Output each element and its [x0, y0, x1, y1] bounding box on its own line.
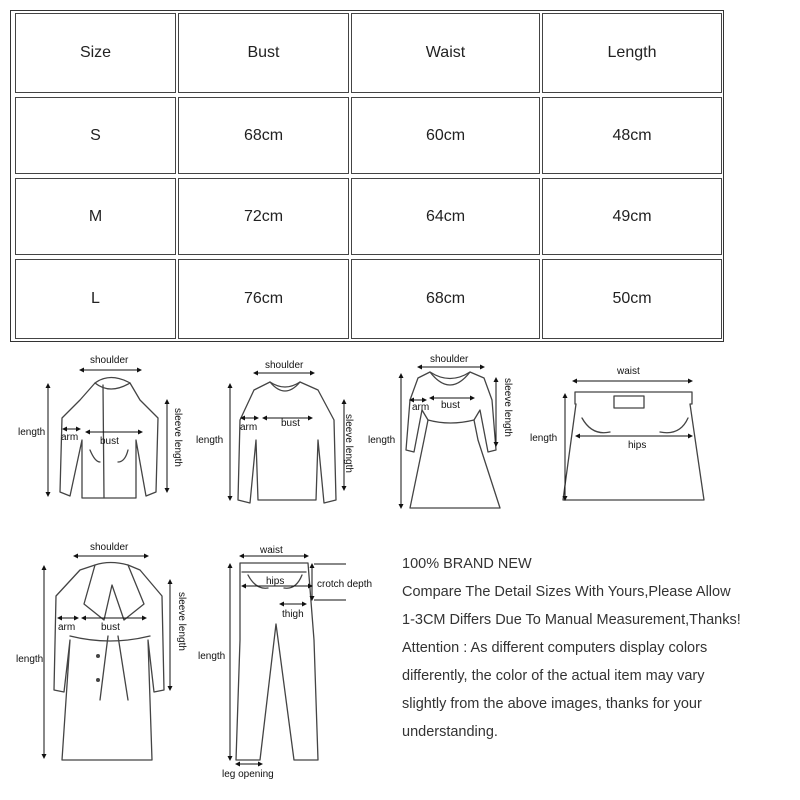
product-notes: [402, 550, 794, 746]
coat-sleeve-label: sleeve length: [176, 592, 187, 651]
table-header-waist: Waist: [351, 13, 540, 93]
note-line: differently, the color of the actual item may vary: [402, 668, 705, 684]
table-header-bust: Bust: [178, 13, 349, 93]
sweater-diagram: [196, 360, 354, 503]
coat-bust-label: bust: [101, 622, 120, 633]
hoodie-bust-label: bust: [100, 436, 119, 447]
dress-sleeve-label: sleeve length: [502, 378, 513, 437]
pants-thigh-label: thigh: [282, 609, 304, 620]
skirt-hips-label: hips: [628, 440, 647, 451]
pants-leg-opening-label: leg opening: [222, 769, 274, 780]
coat-shoulder-label: shoulder: [90, 542, 129, 553]
table-cell: 49cm: [542, 178, 722, 255]
hoodie-shoulder-label: shoulder: [90, 355, 129, 366]
sweater-bust-label: bust: [281, 418, 300, 429]
skirt-length-label: length: [530, 433, 558, 444]
note-line: 1-3CM Differs Due To Manual Measurement,Thanks!: [402, 612, 741, 628]
table-cell: 68cm: [351, 259, 540, 339]
note-line: Attention : As different computers display colors: [402, 640, 708, 656]
hoodie-length-label: length: [18, 427, 46, 438]
hoodie-sleeve-label: sleeve length: [172, 408, 183, 467]
sweater-length-label: length: [196, 435, 224, 446]
dress-length-label: length: [368, 435, 396, 446]
pants-crotch-label: crotch depth: [317, 579, 373, 590]
table-cell: 50cm: [542, 259, 722, 339]
table-cell: 72cm: [178, 178, 349, 255]
hoodie-arm-label: arm: [61, 432, 79, 443]
table-cell: 76cm: [178, 259, 349, 339]
coat-diagram: [16, 542, 187, 760]
coat-length-label: length: [16, 654, 44, 665]
table-cell: 48cm: [542, 97, 722, 174]
note-line: 100% BRAND NEW: [402, 556, 532, 572]
table-cell: M: [15, 178, 176, 255]
dress-arm-label: arm: [412, 402, 430, 413]
pants-diagram: [198, 545, 372, 780]
skirt-diagram: [530, 366, 704, 500]
sweater-shoulder-label: shoulder: [265, 360, 304, 371]
table-cell: L: [15, 259, 176, 339]
sweater-sleeve-label: sleeve length: [343, 414, 354, 473]
dress-diagram: [368, 354, 513, 508]
dress-shoulder-label: shoulder: [430, 354, 469, 365]
note-line: slightly from the above images, thanks for your: [402, 696, 702, 712]
hoodie-diagram: [18, 355, 183, 498]
note-line: understanding.: [402, 724, 498, 740]
pants-length-label: length: [198, 651, 226, 662]
pants-hips-label: hips: [266, 576, 285, 587]
coat-arm-label: arm: [58, 622, 76, 633]
pants-waist-label: waist: [260, 545, 283, 556]
table-header-size: Size: [15, 13, 176, 93]
table-cell: 64cm: [351, 178, 540, 255]
table-cell: 60cm: [351, 97, 540, 174]
table-cell: S: [15, 97, 176, 174]
note-line: Compare The Detail Sizes With Yours,Please Allow: [402, 584, 731, 600]
table-cell: 68cm: [178, 97, 349, 174]
skirt-waist-label: waist: [617, 366, 640, 377]
dress-bust-label: bust: [441, 400, 460, 411]
table-header-length: Length: [542, 13, 722, 93]
sweater-arm-label: arm: [240, 422, 258, 433]
